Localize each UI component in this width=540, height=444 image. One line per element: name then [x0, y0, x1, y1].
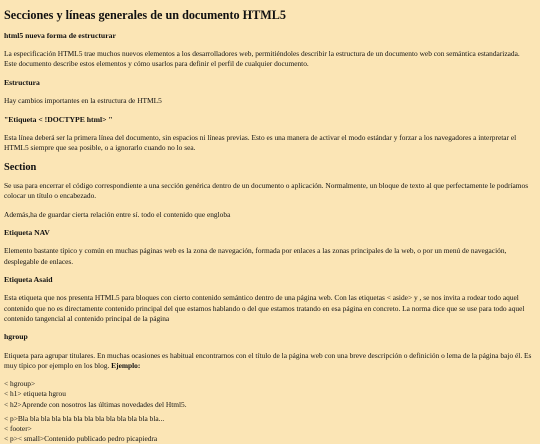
- doctype-paragraph: Esta línea deberá ser la primera línea del documento, sin espacios ni líneas previas. Esto es una manera de activar el modo estándar y forzar a los navegadores a interpretar el HTML5 siempre que sea posible, o a ignorarlo cuando no lo sea.: [4, 133, 517, 153]
- hgroup-text: Etiqueta para agrupar titulares. En muchas ocasiones es habitual encontrarnos con el título de la página web con una breve descripción o definición o lema de la página bajo él. Es muy típico por ejemplo en los blog.: [4, 350, 532, 370]
- section-paragraph: Se usa para encerrar el código correspondiente a una sección genérica dentro de un documento o aplicación. Normalmente, un bloque de texto al que perfectamente le podríamos colocar un título o encabezado.: [4, 181, 529, 201]
- aside-paragraph: Esta etiqueta que nos presenta HTML5 para bloques con cierto contenido semántico dentro de una página web. Con las etiquetas < aside> y , se nos invita a rodear todo aquel contenido que no es directamente contenido principal del que estamos hablando o del que estamos tratando en esa página en concreto. La norma dice que se use para todo aquel contenido tangencial al contenido principal de la página: [4, 293, 525, 323]
- heading-structure: Estructura: [4, 77, 40, 87]
- heading-hgroup: hgroup: [4, 332, 28, 342]
- section-heading: Section: [4, 161, 37, 173]
- nav-paragraph: Elemento bastante típico y común en muchas páginas web es la zona de navegación, formada por enlaces a las zonas principales de la web, o por un menú de navegación, desplegable de enlaces.: [4, 246, 507, 266]
- structure-paragraph: Hay cambios importantes en la estructura de HTML5: [4, 96, 162, 106]
- heading-aside: Etiqueta Asaid: [4, 274, 53, 284]
- subtitle-structure-new: html5 nueva forma de estructurar: [4, 30, 116, 40]
- hgroup-paragraph: [4, 351, 534, 371]
- heading-doctype: "Etiqueta < !DOCTYPE html> ": [4, 114, 113, 124]
- code-example-2: < p>Bla bla bla bla bla bla bla bla bla bla bla bla bla... < footer> < p>< small>Contenido publicado pedro picapiedra: [4, 413, 165, 444]
- document-title: Secciones y líneas generales de un documento HTML5: [4, 8, 286, 22]
- intro-paragraph: La especificación HTML5 trae muchos nuevos elementos a los desarrolladores web, permitiéndoles describir la estructura de un documento web con semántica estandarizada. Este documento describe estos elementos y cómo usarlos para definir el perfil de cualquier documento.: [4, 49, 520, 69]
- heading-nav: Etiqueta NAV: [4, 227, 50, 237]
- example-label: Ejemplo:: [111, 360, 141, 370]
- code-example-1: < hgroup> < h1> etiqueta hgrou < h2>Aprende con nosotros las últimas novedades del Html5.: [4, 379, 187, 409]
- section-paragraph-2: Además,ha de guardar cierta relación entre sí. todo el contenido que engloba: [4, 209, 231, 219]
